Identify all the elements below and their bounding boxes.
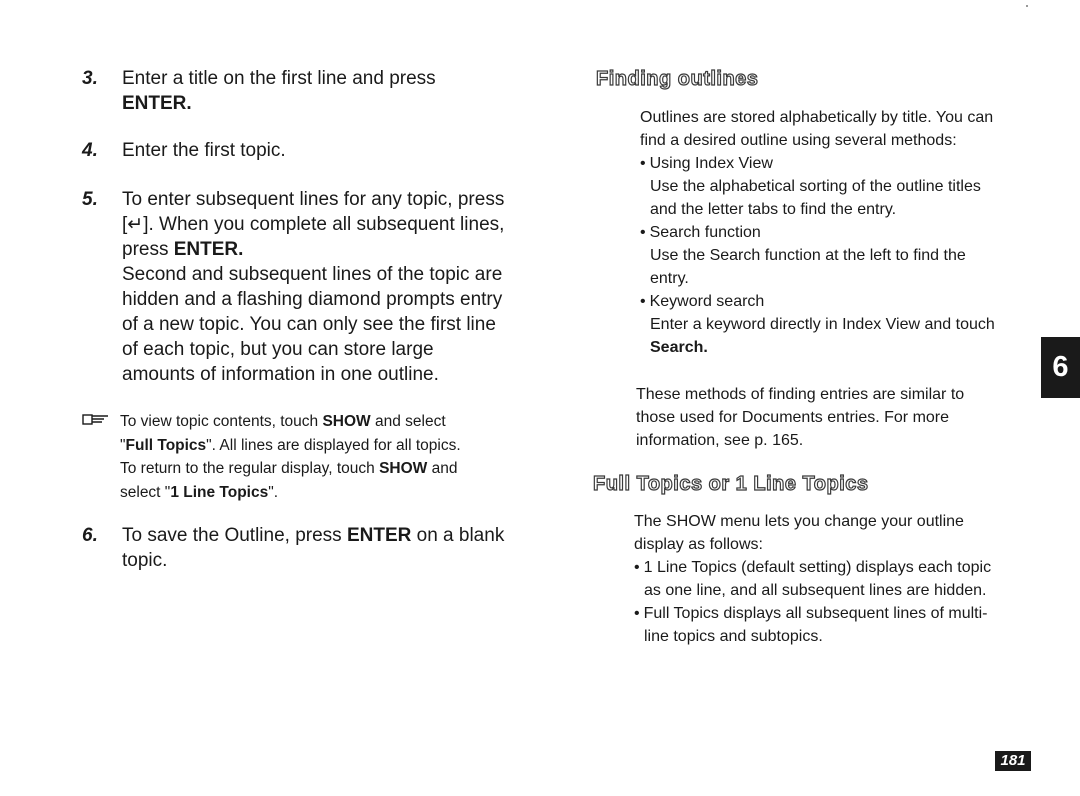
- finding-intro: Outlines are stored alphabetically by title. You can find a desired outline using several methods:: [640, 109, 994, 149]
- section-heading-finding-outlines: Finding outlines: [596, 68, 759, 90]
- enter-key-label: ENTER.: [122, 93, 192, 114]
- bullet-keyword-search-desc: Enter a keyword directly in Index View and touch Search.: [650, 316, 995, 356]
- fulltopics-intro: The SHOW menu lets you change your outline display as follows:: [634, 513, 964, 553]
- step-text: Enter the first topic.: [122, 140, 286, 161]
- section-heading-full-topics: Full Topics or 1 Line Topics: [593, 473, 869, 495]
- bullet-index-view: • Using Index View: [640, 152, 773, 175]
- chapter-tab: 6: [1041, 337, 1080, 398]
- bullet-search-function: • Search function: [640, 221, 761, 244]
- bullet-index-view-desc: Use the alphabetical sorting of the outline titles and the letter tabs to find the entry.: [650, 178, 981, 218]
- page-number: 181: [995, 751, 1031, 771]
- enter-key-label: ENTER.: [173, 239, 244, 260]
- enter-key-label: ENTER: [346, 525, 412, 546]
- scan-mark: [1026, 5, 1028, 7]
- return-key-icon: [↵]: [122, 214, 149, 235]
- step-text: To enter subsequent lines for any topic, press: [122, 189, 505, 210]
- step-number: 5.: [82, 189, 98, 210]
- pointing-hand-icon: [82, 412, 110, 426]
- step-text: Enter a title on the first line and press: [122, 68, 436, 89]
- search-label: Search.: [650, 339, 708, 356]
- bullet-search-function-desc: Use the Search function at the left to find the entry.: [650, 247, 966, 287]
- bullet-keyword-search: • Keyword search: [640, 290, 764, 313]
- bullet-1-line-topics: • 1 Line Topics (default setting) displays each topic as one line, and all subsequent lines are hidden.: [634, 556, 991, 602]
- step-number: 6.: [82, 525, 98, 546]
- step-number: 3.: [82, 68, 98, 89]
- finding-outro: These methods of finding entries are similar to those used for Documents entries. For more information, see p. 165.: [636, 386, 965, 449]
- step-number: 4.: [82, 140, 98, 161]
- bullet-full-topics: • Full Topics displays all subsequent lines of multi- line topics and subtopics.: [634, 602, 987, 648]
